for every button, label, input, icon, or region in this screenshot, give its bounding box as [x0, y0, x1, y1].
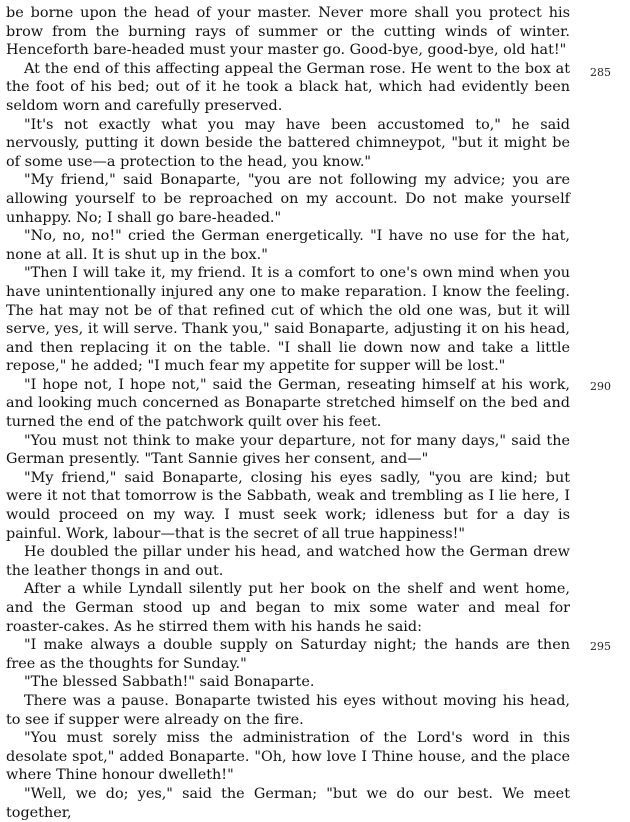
paragraph: "I make always a double supply on Saturday night; the hands are then free as the thoughts for Sunday." [6, 637, 570, 672]
paragraph: "My friend," said Bonaparte, "you are not following my advice; you are allowing yourself to be reproached on my account. Do not make yourself unhappy. No; I shall go bare-headed." [6, 172, 570, 226]
paragraph: "My friend," said Bonaparte, closing his eyes sadly, "you are kind; but were it not that tomorrow is the Sabbath, weak and trembling as I lie here, I would proceed on my way. I must seek work; idleness but for a day is painful. Work, labour—that is the secret of all true happiness!" [6, 469, 570, 542]
paragraph: be borne upon the head of your master. Never more shall you protect his brow from the burning rays of summer or the cutting winds of winter. Henceforth bare-headed must your master go. Good-bye, good-bye, old hat!" [6, 5, 570, 59]
paragraph: "It's not exactly what you may have been accustomed to," he said nervously, putting it down beside the battered chimneypot, "but it might be of some use—a protection to the head, you know." [6, 116, 570, 170]
paragraph: "You must sorely miss the administration of the Lord's word in this desolate spot," added Bonaparte. "Oh, how love I Thine house, and the place where Thine honour dwelleth!" [6, 730, 570, 784]
paragraph: "The blessed Sabbath!" said Bonaparte. [24, 674, 315, 691]
paragraph: "You must not think to make your departure, not for many days," said the German presently. "Tant Sannie gives her consent, and—" [6, 432, 570, 468]
paragraph: He doubled the pillar under his head, and watched how the German drew the leather thongs in and out. [6, 544, 570, 579]
paragraph: After a while Lyndall silently put her book on the shelf and went home, and the German stood up and began to mix some water and meal for roaster-cakes. As he stirred them with his hands he said: [6, 581, 570, 635]
paragraph: At the end of this affecting appeal the German rose. He went to the box at the foot of his bed; out of it he took a black hat, which had evidently been seldom worn and carefully preserved. [6, 60, 570, 114]
paragraph: "Well, we do; yes," said the German; "but we do our best. We meet together, [6, 785, 570, 821]
line-number: 285 [590, 66, 611, 79]
paragraph: "No, no, no!" cried the German energetically. "I have no use for the hat, none at all. It is shut up in the box." [6, 228, 570, 263]
paragraph: There was a pause. Bonaparte twisted his eyes without moving his head, to see if supper were already on the fire. [6, 692, 570, 728]
line-number: 295 [590, 640, 611, 653]
page-text [6, 4, 570, 822]
line-number: 290 [590, 380, 611, 393]
paragraph: "I hope not, I hope not," said the German, reseating himself at his work, and looking much concerned as Bonaparte stretched himself on the bed and turned the end of the patchwork quilt over his feet. [6, 376, 570, 431]
paragraph: "Then I will take it, my friend. It is a comfort to one's own mind when you have unintentionally injured any one to make reparation. I know the feeling. The hat may not be of that refined cut of which the old one was, but it will serve, yes, it will serve. Thank you," said Bonaparte, adjusting it on his head, and then replacing it on the table. "I shall lie down now and take a little repose," he added; "I much fear my appetite for supper will be lost." [6, 265, 570, 375]
